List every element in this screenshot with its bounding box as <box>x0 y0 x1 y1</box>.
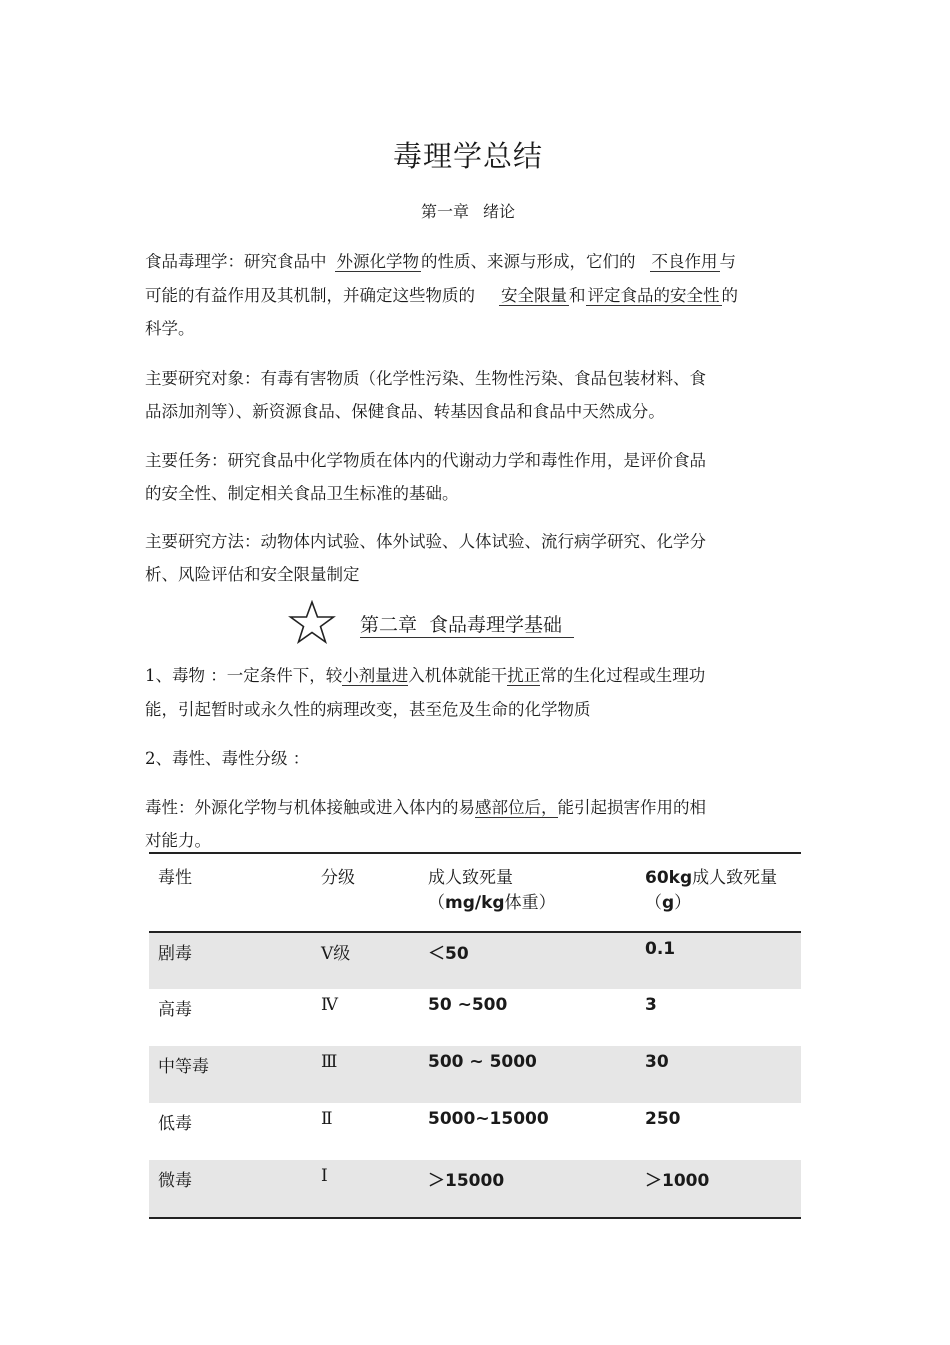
term-exogenous-chemicals: 外源化学物 <box>336 252 419 271</box>
table-header-row <box>149 853 801 932</box>
cell-grade: Ⅴ级 <box>321 944 351 964</box>
definition-line-3: 科学。 <box>145 319 195 338</box>
cell-adult-lethal-dose: ＞15000 <box>428 1171 505 1191</box>
table-row <box>149 1046 801 1103</box>
cell-adult-lethal-dose: ＜50 <box>428 944 469 964</box>
cell-adult-lethal-dose: 50 ~500 <box>428 995 508 1015</box>
cell-lethal-dose-60kg: 30 <box>645 1052 669 1072</box>
document-title: 毒理学总结 <box>392 139 543 173</box>
term-disturb: 扰正 <box>507 666 541 685</box>
chapter-1-heading <box>0 199 936 222</box>
chapter-2-label: 第二章 <box>360 614 418 636</box>
poison-line-2: 能，引起暂时或永久性的病理改变，甚至危及生命的化学物质 <box>145 700 591 719</box>
toxicity-def-line-1: 毒性：外源化学物与机体接触或进入体内的易感部位后，能引起损害作用的相 <box>145 798 706 817</box>
research-methods-line-2: 析、风险评估和安全限量制定 <box>145 565 360 584</box>
table-row <box>149 1103 801 1160</box>
term-safety-limit: 安全限量 <box>501 286 567 305</box>
chapter-2-heading <box>360 610 574 638</box>
chapter-1-name: 绪论 <box>483 202 516 221</box>
research-objects-line-2: 品添加剂等）、新资源食品、保健食品、转基因食品和食品中天然成分。 <box>145 402 665 421</box>
cell-lethal-dose-60kg: 3 <box>645 995 657 1015</box>
definition-line-2: 可能的有益作用及其机制，并确定这些物质的 安全限量 和 评定食品的安全性 的 <box>145 286 738 305</box>
cell-grade: Ⅲ <box>321 1052 338 1072</box>
cell-adult-lethal-dose: 5000~15000 <box>428 1109 549 1129</box>
term-sensitive-site: 感部位后， <box>475 798 558 817</box>
cell-lethal-dose-60kg: 0.1 <box>645 939 676 959</box>
research-objects-line-1: 主要研究对象：有毒有害物质（化学性污染、生物性污染、食品包装材料、食 <box>145 369 706 388</box>
header-lethal-dose-60kg: 60kg成人致死量 （g） <box>645 868 778 913</box>
table-row <box>149 932 801 989</box>
main-tasks-line-1: 主要任务：研究食品中化学物质在体内的代谢动力学和毒性作用，是评价食品 <box>145 451 706 470</box>
table-row <box>149 1160 801 1218</box>
cell-lethal-dose-60kg: 250 <box>645 1109 681 1129</box>
term-food-safety-evaluation: 评定食品的安全性 <box>587 286 720 305</box>
cell-grade: Ⅱ <box>321 1109 333 1129</box>
cell-toxicity: 中等毒 <box>158 1057 209 1077</box>
chapter-1-label: 第一章 <box>420 202 469 221</box>
poison-line-1: 1、毒物 ：一定条件下，较小剂量进入机体就能干扰正常的生化过程或生理功 <box>145 666 706 685</box>
cell-grade: Ⅳ <box>321 995 338 1015</box>
research-methods-line-1: 主要研究方法：动物体内试验、体外试验、人体试验、流行病学研究、化学分 <box>145 532 706 551</box>
cell-toxicity: 剧毒 <box>158 944 192 964</box>
main-tasks-line-2: 的安全性、制定相关食品卫生标准的基础。 <box>145 484 459 503</box>
toxicity-grading-table <box>149 852 801 1219</box>
toxicity-heading: 2、毒性、毒性分级 ： <box>145 749 310 768</box>
cell-adult-lethal-dose: 500 ~ 5000 <box>428 1052 537 1072</box>
star-icon <box>288 600 336 644</box>
cell-toxicity: 高毒 <box>158 1000 192 1020</box>
cell-toxicity: 低毒 <box>158 1114 192 1134</box>
term-small-dose: 小剂量进 <box>342 666 409 685</box>
header-grade: 分级 <box>321 868 355 888</box>
cell-toxicity: 微毒 <box>158 1171 192 1191</box>
cell-grade: Ⅰ <box>321 1166 328 1186</box>
toxicity-def-line-2: 对能力。 <box>145 831 211 850</box>
chapter-2-name: 食品毒理学基础 <box>429 614 563 636</box>
table-row <box>149 989 801 1046</box>
cell-lethal-dose-60kg: ＞1000 <box>645 1171 710 1191</box>
header-adult-lethal-dose: 成人致死量 （mg/kg体重） <box>428 868 556 913</box>
header-toxicity: 毒性 <box>158 868 192 888</box>
term-adverse-effects: 不良作用 <box>651 252 718 271</box>
definition-line-1: 食品毒理学：研究食品中 外源化学物 的性质、来源与形成，它们的 不良作用 与 <box>145 252 736 271</box>
